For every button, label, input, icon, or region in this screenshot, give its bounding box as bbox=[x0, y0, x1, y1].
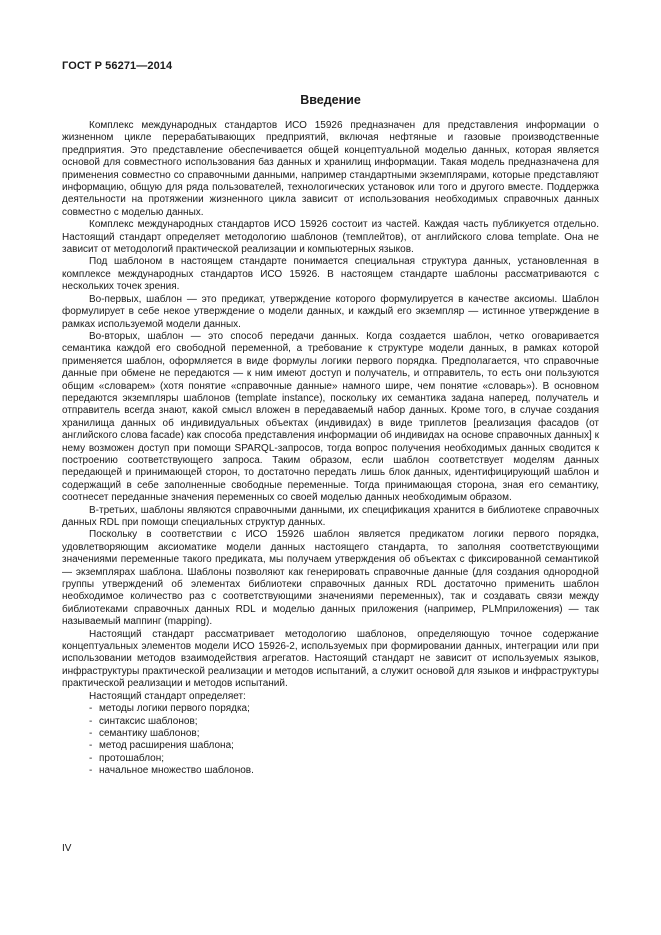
paragraph: Во-вторых, шаблон — это способ передачи данных. Когда создается шаблон, четко оговаривается семантика каждой его свободной переменной, а требование к структуре модели данных, в рамках которой применяется шаблон, оформляется в виде формулы логики первого порядка. Предполагается, что справочные данные при обмене не передаются — к ним имеют доступ и получатель, и отправитель, то есть они пользуются общим «словарем» (хотя понятие «справочные данные» намного шире, чем понятие «словарь»). В основном передаются экземпляры шаблонов (template instance), поскольку их семантика задана наперед, получатель и отправитель всегда знают, какой смысл вложен в передаваемый набор данных. Кроме того, в случае создания хранилища данных об индивидуальных объектах (индивидах) в виде триплетов [реализация фасадов (от английского слова facade) как способа представления информации об индивидах на основе справочных данных] к нему возможен доступ при помощи SPARQL-запросов, тогда вопрос получения необходимых данных сводится к построению соответствующего запроса. Таким образом, если шаблон соответствует моделям данных передающей и принимающей сторон, то достаточно передать лишь блок данных, идентифицирующий шаблон и содержащий в себе заполненные свободные переменные. Тогда принимающая сторона, зная его семантику, соотнесет переданные значения переменных со своей моделью данных необходимым образом. bbox=[62, 330, 599, 504]
definition-list bbox=[62, 703, 599, 777]
paragraph: Комплекс международных стандартов ИСО 15926 предназначен для представления информации о жизненном цикле перерабатывающих предприятий, включая нефтяные и газовые производственные предприятия. Это представление обеспечивается общей концептуальной моделью данных, которая является основой для совместного использования баз данных и хранилищ информации. Такая модель предназначена для применения совместно со справочными данными, например стандартными экземплярами, которые представляют информацию, общую для ряда пользователей, технологических установок или того и другого вместе. Поддержка деятельности на протяжении жизненного цикла зависит от использования необходимых справочных данных совместно с моделью данных. bbox=[62, 120, 599, 218]
document-code: ГОСТ Р 56271—2014 bbox=[62, 60, 173, 72]
paragraph: Комплекс международных стандартов ИСО 15926 состоит из частей. Каждая часть публикуется отдельно. Настоящий стандарт определяет методологию шаблонов (темплейтов), от английского слова template. Она не зависит от методологий практической реализации и компьютерных языков. bbox=[62, 219, 599, 256]
list-item-text: начальное множество шаблонов. bbox=[99, 765, 254, 777]
list-item bbox=[89, 716, 599, 728]
list-marker: - bbox=[89, 752, 93, 764]
section-title: Введение bbox=[300, 93, 361, 107]
document-body bbox=[62, 120, 599, 778]
paragraph: Под шаблоном в настоящем стандарте понимается специальная структура данных, установленная в комплексе международных стандартов ИСО 15926. В настоящем стандарте шаблоны рассматриваются с нескольких точек зрения. bbox=[62, 256, 599, 293]
list-intro: Настоящий стандарт определяет: bbox=[89, 690, 246, 702]
list-marker: - bbox=[89, 740, 93, 752]
list-item-text: семантику шаблонов; bbox=[99, 727, 200, 739]
list-item bbox=[89, 728, 599, 740]
list-item bbox=[89, 703, 599, 715]
list-marker: - bbox=[89, 727, 93, 739]
list-item-text: методы логики первого порядка; bbox=[99, 703, 250, 715]
list-item-text: протошаблон; bbox=[99, 752, 165, 764]
paragraph: Поскольку в соответствии с ИСО 15926 шаблон является предикатом логики первого порядка, удовлетворяющим аксиоматике модели данных настоящего стандарта, то заполняя соответствующими значениями переменные такого предиката, мы получаем утверждения об объектах с фиксированной семантикой — экземплярах шаблона. Шаблоны позволяют как генерировать справочные данные (для создания однородной группы утверждений об элементах библиотеки справочных данных RDL достаточно применить шаблон необходимое количество раз с соответствующими значениями переменных), так и создавать связи между библиотеками справочных данных RDL и моделью данных приложения (например, PLMприложения) — так называемый маппинг (mapping). bbox=[62, 529, 599, 628]
list-item-text: синтаксис шаблонов; bbox=[99, 715, 198, 727]
list-item bbox=[89, 740, 599, 752]
page-number: IV bbox=[62, 843, 72, 854]
list-item bbox=[89, 765, 599, 777]
paragraph: В-третьих, шаблоны являются справочными данными, их спецификация хранится в библиотеке справочных данных RDL при помощи специальных структур данных. bbox=[62, 504, 599, 528]
paragraph: Настоящий стандарт рассматривает методологию шаблонов, определяющую точное содержание концептуальных элементов модели ИСО 15926-2, используемых при формировании данных, интеграции или при использовании методов взаимодействия агрегатов. Настоящий стандарт не зависит от используемых языков, инфраструктуры практической реализации и методов испытаний, а служит основой для языков и инфраструктуры практической реализации и методов испытаний. bbox=[62, 628, 599, 690]
list-marker: - bbox=[89, 703, 93, 715]
list-marker: - bbox=[89, 765, 93, 777]
list-marker: - bbox=[89, 715, 93, 727]
list-item bbox=[89, 753, 599, 765]
list-item-text: метод расширения шаблона; bbox=[99, 740, 234, 752]
paragraph: Во-первых, шаблон — это предикат, утверждение которого формулируется в качестве аксиомы. Шаблон формулирует в себе некое утверждение о модели данных, и каждый его экземпляр — истинное утверждение в рамках используемой модели данных. bbox=[62, 293, 599, 330]
